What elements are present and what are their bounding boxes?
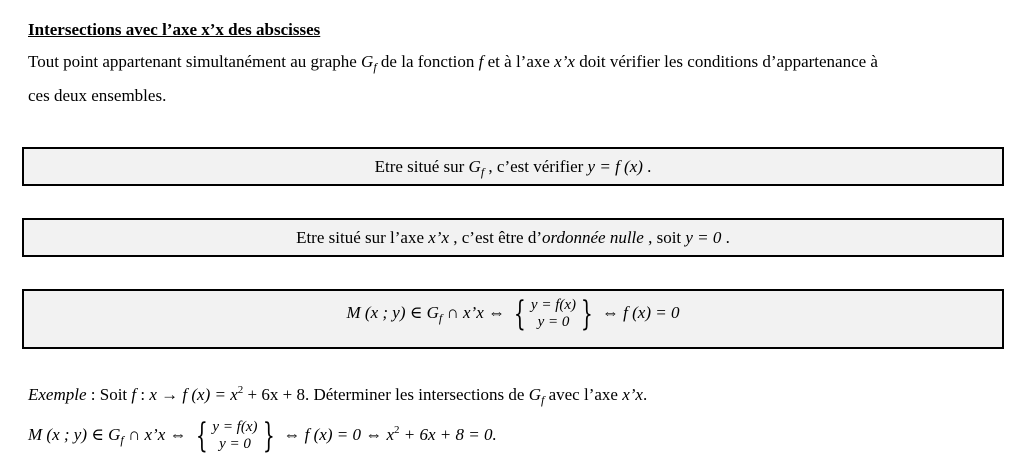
member-symbol: ∈ — [405, 302, 427, 322]
intro-line-1 — [28, 52, 878, 75]
example-text-4: avec l’axe — [544, 385, 623, 404]
box2-italic-term: ordonnée nulle — [542, 228, 644, 247]
equiv-symbol: ⇔ — [165, 424, 191, 444]
example-label: Exemple — [28, 385, 87, 404]
function-symbol: f — [478, 52, 484, 71]
intersection-symbol: ∩ — [442, 302, 464, 322]
graph-subscript: f — [438, 310, 443, 325]
equiv-symbol: ⇔ — [483, 302, 510, 322]
exponent: 2 — [394, 423, 400, 436]
point-notation: M (x ; y) — [346, 302, 406, 322]
example-line — [28, 384, 647, 408]
polynomial-start: x — [386, 424, 395, 444]
box2-text-2: , c’est être d’ — [449, 228, 542, 247]
intro-text-1: Tout point appartenant simultanément au graphe — [28, 52, 362, 71]
system-line-2: y = 0 — [219, 436, 251, 452]
graph-symbol: G — [108, 424, 121, 444]
solution-line — [28, 416, 497, 456]
system-line-2: y = 0 — [537, 314, 570, 330]
example-text-3: + 6x + 8. Déterminer les intersections de — [243, 385, 529, 404]
result-equation: f (x) = 0 — [623, 302, 680, 322]
example-text-5: . — [642, 385, 648, 404]
right-brace: } — [262, 416, 275, 456]
graph-subscript: f — [373, 60, 377, 74]
graph-symbol: G — [468, 157, 481, 176]
box2-text — [24, 228, 1002, 248]
intro-line-2: ces deux ensembles. — [28, 86, 167, 105]
definition-box-axis — [22, 218, 1004, 257]
graph-symbol: G — [361, 52, 374, 71]
intro-text-4: doit vérifier les conditions d’appartenance à — [574, 52, 878, 71]
intersection-symbol: ∩ — [123, 424, 145, 444]
left-brace: { — [514, 294, 527, 334]
equiv-symbol: ⇔ — [360, 424, 387, 444]
graph-symbol: G — [528, 385, 541, 404]
box1-text-3: . — [642, 157, 652, 176]
definition-box-graph — [22, 147, 1004, 186]
box1-text-1: Etre situé sur — [374, 157, 469, 176]
graph-subscript: f — [120, 432, 124, 447]
system-line-1: y = f(x) — [212, 419, 258, 435]
axis-symbol: x’x — [622, 385, 643, 404]
system-lines — [212, 419, 257, 453]
member-symbol: ∈ — [87, 424, 109, 444]
system-lines — [531, 297, 576, 331]
function-symbol: f — [131, 385, 137, 404]
equivalence-formula — [24, 294, 1002, 334]
equiv-symbol: ⇔ — [597, 302, 624, 322]
graph-symbol: G — [426, 302, 439, 322]
box1-equation: y = f (x) — [587, 157, 643, 176]
point-notation: M (x ; y) — [28, 424, 87, 444]
polynomial-end: + 6x + 8 = 0. — [399, 424, 497, 444]
axis-symbol: x’x — [554, 52, 575, 71]
axis-symbol: x’x — [463, 302, 484, 322]
example-text-1: : Soit — [86, 385, 132, 404]
left-brace: { — [195, 416, 208, 456]
box2-equation: y = 0 — [685, 228, 722, 247]
box1-text-2: , c’est vérifier — [484, 157, 588, 176]
section-title: Intersections avec l’axe x’x des abscisses — [28, 20, 321, 39]
box2-text-3: , soit — [643, 228, 686, 247]
equation-system — [191, 416, 279, 456]
graph-subscript: f — [480, 165, 485, 179]
box2-text-4: . — [721, 228, 730, 247]
example-text-2: : — [136, 385, 150, 404]
box1-text — [24, 157, 1002, 180]
equation-system — [509, 294, 597, 334]
function-mapping: x → f (x) = x — [149, 385, 238, 404]
graph-subscript: f — [541, 393, 545, 407]
system-line-1: y = f(x) — [530, 297, 577, 313]
equiv-symbol: ⇔ — [279, 424, 305, 444]
axis-symbol: x’x — [144, 424, 166, 444]
result-equation: f (x) = 0 — [304, 424, 361, 444]
equivalence-box — [22, 289, 1004, 349]
exponent: 2 — [237, 384, 244, 396]
right-brace: } — [580, 294, 593, 334]
intro-text-3: et à l’axe — [483, 52, 555, 71]
box2-text-1: Etre situé sur l’axe — [296, 228, 429, 247]
axis-symbol: x’x — [428, 228, 450, 247]
intro-text-2: de la fonction — [376, 52, 479, 71]
